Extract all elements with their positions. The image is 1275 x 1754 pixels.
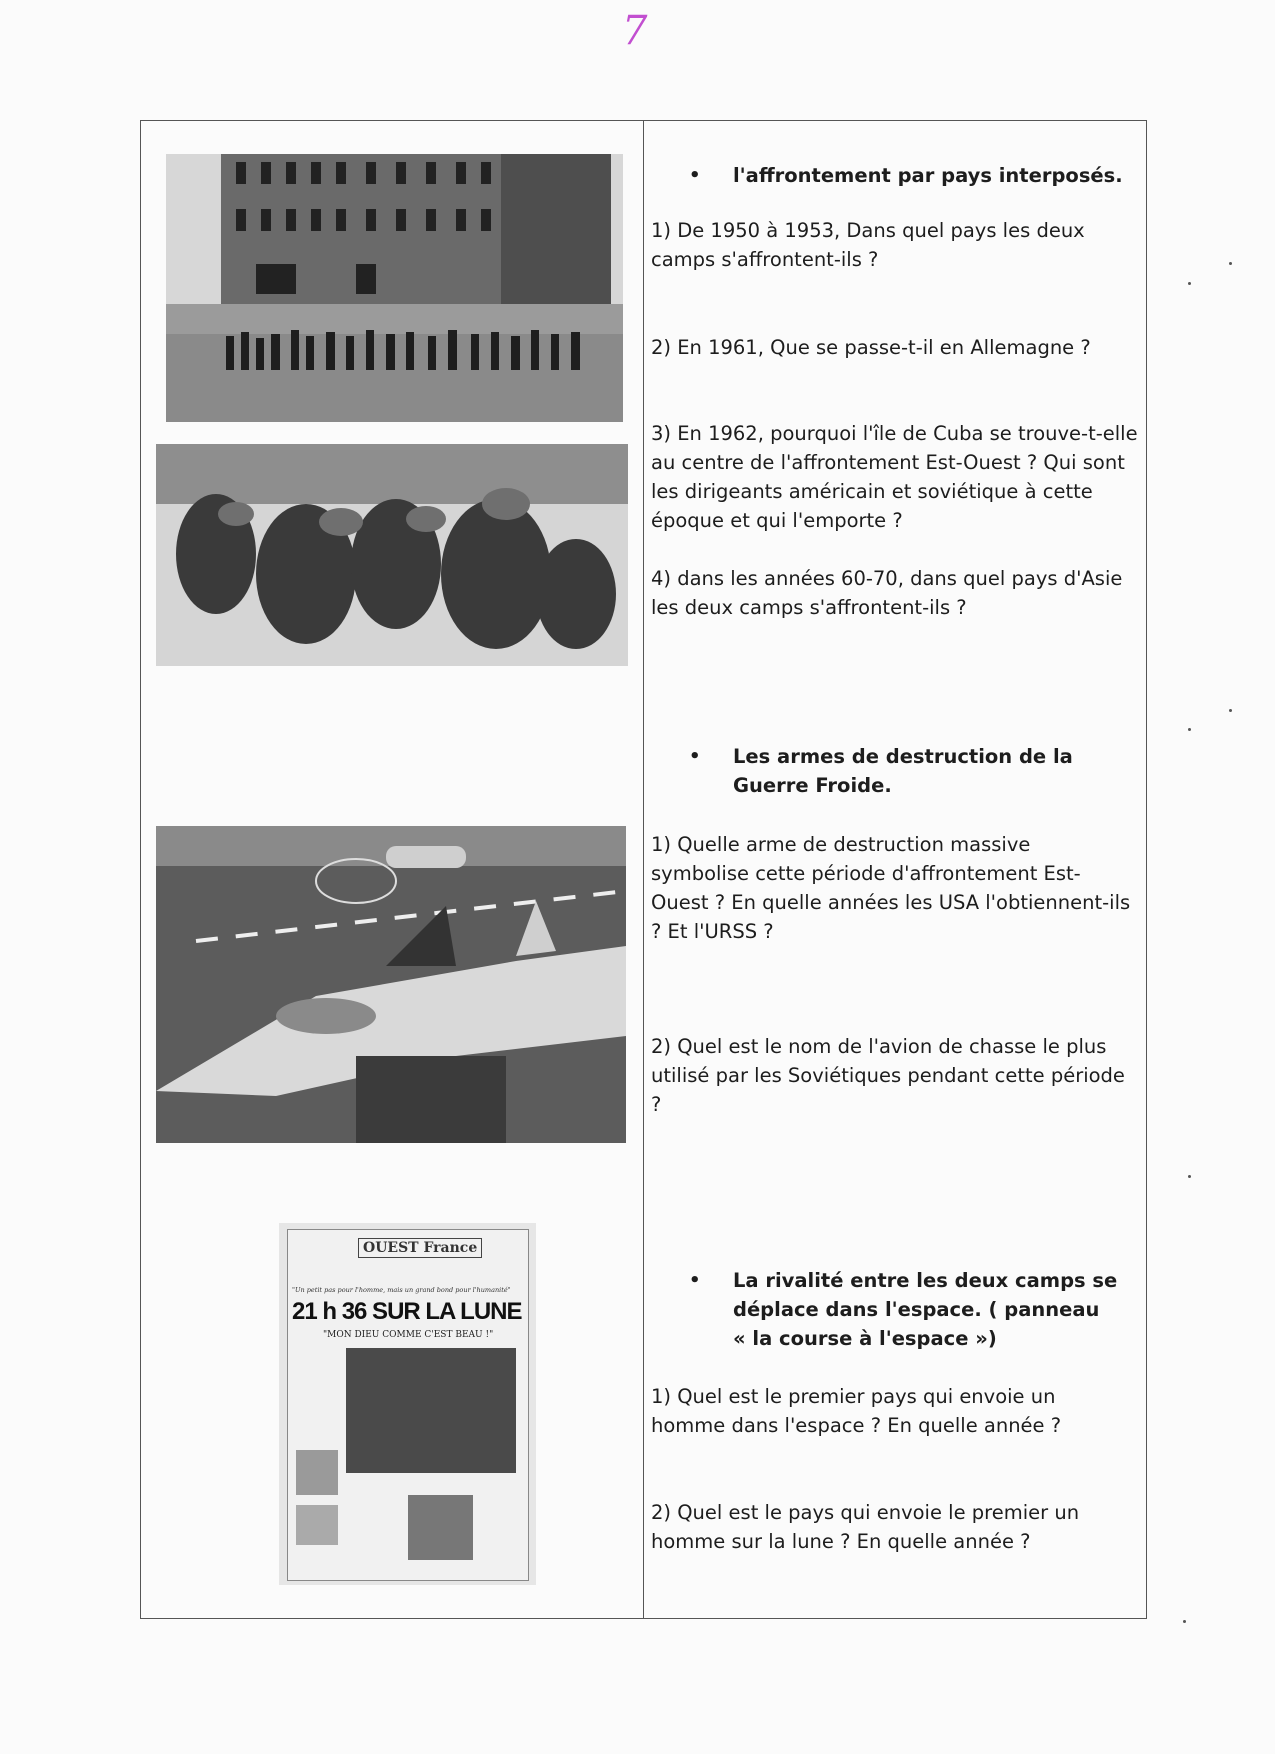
scan-speck [1188,728,1191,731]
newspaper-clipping [279,1223,536,1585]
question: 2) En 1961, Que se passe-t-il en Allemagne ? [651,336,1091,359]
scan-speck [1188,1175,1191,1178]
soldiers-photo [156,444,628,666]
scan-speck [1183,1620,1186,1623]
newspaper-photo-bottom [408,1495,473,1560]
bullet-icon: • [689,746,701,767]
scan-speck [1229,262,1232,265]
bullet-icon: • [689,165,701,186]
question: 4) dans les années 60-70, dans quel pays d'Asie les deux camps s'affrontent-ils ? [651,567,1123,619]
newspaper-tagline: "Un petit pas pour l'homme, mais un grand bond pour l'humanité" [292,1286,511,1294]
newspaper-headline: 21 h 36 SUR LA LUNE [292,1298,522,1325]
question: 1) Quel est le premier pays qui envoie un homme dans l'espace ? En quelle année ? [651,1385,1062,1437]
page-number: 7 [622,8,648,54]
newspaper-subheadline: "MON DIEU COMME C'EST BEAU !" [323,1330,494,1340]
section-3 [651,1266,1141,1553]
section-1 [651,161,1141,619]
column-divider [643,121,644,1618]
question: 1) Quelle arme de destruction massive symbolise cette période d'affrontement Est-Ouest ? En quelle années les USA l'obtiennent-ils ? Et l'URSS ? [651,833,1131,943]
scan-speck [1229,709,1232,712]
fighter-jet-photo [156,826,626,1143]
question: 3) En 1962, pourquoi l'île de Cuba se trouve-t-elle au centre de l'affrontement Est-Ouest ? Qui sont les dirigeants américain et soviétique à cette époque et qui l'emporte ? [651,422,1138,532]
question: 1) De 1950 à 1953, Dans quel pays les deux camps s'affrontent-ils ? [651,219,1085,271]
section-1-heading: • l'affrontement par pays interposés. [651,161,1141,190]
moon-landing-photo [346,1348,516,1473]
bullet-icon: • [689,1270,701,1291]
newspaper-photo-small [296,1450,338,1495]
scan-speck [1188,282,1191,285]
question: 2) Quel est le pays qui envoie le premier un homme sur la lune ? En quelle année ? [651,1501,1080,1553]
section-2 [651,742,1141,1116]
question: 2) Quel est le nom de l'avion de chasse le plus utilisé par les Soviétiques pendant cette période ? [651,1035,1125,1116]
newspaper-photo-small-2 [296,1505,338,1545]
berlin-wall-photo [166,154,623,422]
section-2-heading: • Les armes de destruction de la Guerre Froide. [651,742,1113,800]
worksheet-table [140,120,1147,1619]
newspaper-masthead: OUEST France [358,1238,482,1258]
section-3-heading: • La rivalité entre les deux camps se déplace dans l'espace. ( panneau « la course à l'espace ») [651,1266,1118,1353]
